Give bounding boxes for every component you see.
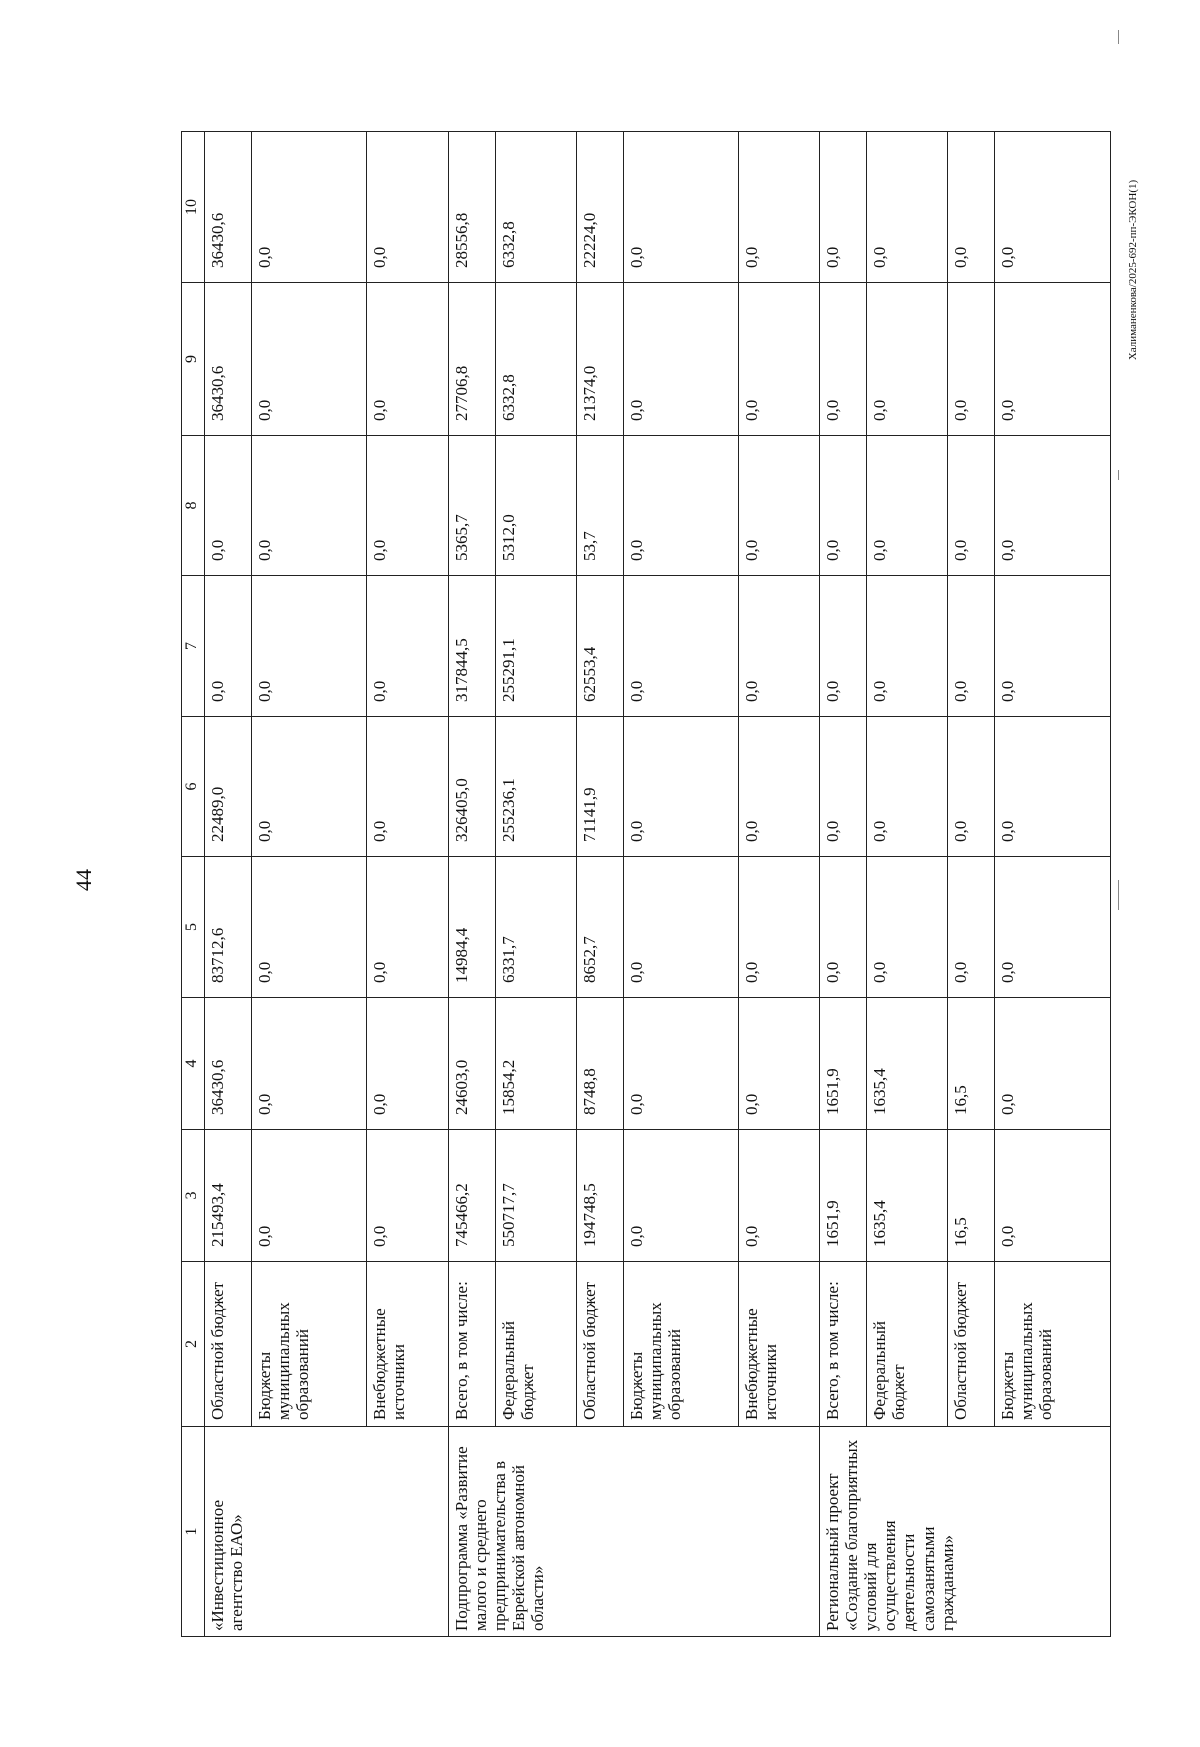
value-cell: 0,0 <box>948 717 995 857</box>
column-header: 4 <box>182 998 205 1130</box>
funding-source-cell: Областной бюджет <box>576 1262 623 1427</box>
table-row <box>867 132 948 1637</box>
funding-source-cell: Внебюджетные источники <box>739 1262 820 1427</box>
value-cell: 0,0 <box>867 436 948 576</box>
funding-source-cell: Внебюджетные источники <box>367 1262 448 1427</box>
value-cell: 255291,1 <box>495 576 576 717</box>
value-cell: 1635,4 <box>867 1130 948 1262</box>
page-number: 44 <box>71 869 96 891</box>
value-cell: 326405,0 <box>448 717 495 857</box>
table-row <box>367 132 448 1637</box>
funding-source-cell: Всего, в том числе: <box>820 1262 867 1427</box>
table-row <box>251 132 367 1637</box>
value-cell: 36430,6 <box>205 998 252 1130</box>
value-cell: 194748,5 <box>576 1130 623 1262</box>
value-cell: 21374,0 <box>576 283 623 436</box>
value-cell: 0,0 <box>367 1130 448 1262</box>
value-cell: 745466,2 <box>448 1130 495 1262</box>
value-cell: 36430,6 <box>205 132 252 283</box>
table-row <box>495 132 576 1637</box>
value-cell: 0,0 <box>739 132 820 283</box>
value-cell: 0,0 <box>948 436 995 576</box>
value-cell: 1635,4 <box>867 998 948 1130</box>
value-cell: 0,0 <box>623 576 739 717</box>
value-cell: 0,0 <box>820 857 867 998</box>
value-cell: 0,0 <box>739 576 820 717</box>
value-cell: 0,0 <box>367 436 448 576</box>
value-cell: 1651,9 <box>820 998 867 1130</box>
value-cell: 0,0 <box>623 717 739 857</box>
value-cell: 0,0 <box>623 857 739 998</box>
value-cell: 22489,0 <box>205 717 252 857</box>
funding-source-cell: Федеральный бюджет <box>867 1262 948 1427</box>
value-cell: 0,0 <box>995 132 1111 283</box>
value-cell: 317844,5 <box>448 576 495 717</box>
value-cell: 0,0 <box>251 998 367 1130</box>
column-header: 9 <box>182 283 205 436</box>
column-header: 7 <box>182 576 205 717</box>
value-cell: 15854,2 <box>495 998 576 1130</box>
program-name-cell: Региональный проект «Создание благоприятных условий для осуществления деятельности самозанятыми гражданами» <box>820 1427 1111 1637</box>
value-cell: 0,0 <box>739 1130 820 1262</box>
table-container <box>181 132 1111 1637</box>
value-cell: 0,0 <box>739 436 820 576</box>
value-cell: 0,0 <box>251 576 367 717</box>
value-cell: 0,0 <box>205 576 252 717</box>
program-name-cell: «Инвестиционное агентство ЕАО» <box>205 1427 449 1637</box>
column-header: 6 <box>182 717 205 857</box>
value-cell: 215493,4 <box>205 1130 252 1262</box>
table-row <box>623 132 739 1637</box>
document-code: Халиманенкова/2025-692-пп-ЭКОН(1) <box>1127 179 1139 361</box>
value-cell: 0,0 <box>820 436 867 576</box>
value-cell: 0,0 <box>867 132 948 283</box>
value-cell: 0,0 <box>623 132 739 283</box>
funding-source-cell: Областной бюджет <box>205 1262 252 1427</box>
value-cell: 0,0 <box>367 283 448 436</box>
funding-source-cell: Бюджеты муниципальных образований <box>995 1262 1111 1427</box>
table-row <box>948 132 995 1637</box>
column-header: 5 <box>182 857 205 998</box>
value-cell: 0,0 <box>948 283 995 436</box>
value-cell: 0,0 <box>948 576 995 717</box>
value-cell: 0,0 <box>995 1130 1111 1262</box>
value-cell: 0,0 <box>367 998 448 1130</box>
value-cell: 0,0 <box>623 1130 739 1262</box>
value-cell: 0,0 <box>251 857 367 998</box>
value-cell: 53,7 <box>576 436 623 576</box>
value-cell: 0,0 <box>367 857 448 998</box>
value-cell: 83712,6 <box>205 857 252 998</box>
value-cell: 0,0 <box>739 717 820 857</box>
table-row <box>820 132 867 1637</box>
value-cell: 14984,4 <box>448 857 495 998</box>
column-header: 3 <box>182 1130 205 1262</box>
value-cell: 0,0 <box>367 132 448 283</box>
column-header: 10 <box>182 132 205 283</box>
funding-source-cell: Федеральный бюджет <box>495 1262 576 1427</box>
scan-mark <box>1118 880 1119 910</box>
value-cell: 0,0 <box>995 717 1111 857</box>
value-cell: 0,0 <box>995 998 1111 1130</box>
value-cell: 16,5 <box>948 1130 995 1262</box>
table-row <box>995 132 1111 1637</box>
value-cell: 0,0 <box>367 576 448 717</box>
value-cell: 0,0 <box>995 436 1111 576</box>
value-cell: 0,0 <box>623 998 739 1130</box>
value-cell: 0,0 <box>867 857 948 998</box>
value-cell: 16,5 <box>948 998 995 1130</box>
value-cell: 0,0 <box>739 857 820 998</box>
value-cell: 6331,7 <box>495 857 576 998</box>
value-cell: 0,0 <box>251 717 367 857</box>
program-name-cell: Подпрограмма «Развитие малого и среднего предпринимательства в Еврейской автономной области» <box>448 1427 820 1637</box>
value-cell: 22224,0 <box>576 132 623 283</box>
value-cell: 71141,9 <box>576 717 623 857</box>
value-cell: 0,0 <box>995 283 1111 436</box>
value-cell: 0,0 <box>739 283 820 436</box>
value-cell: 0,0 <box>205 436 252 576</box>
value-cell: 0,0 <box>948 132 995 283</box>
value-cell: 0,0 <box>820 283 867 436</box>
budget-table <box>181 131 1111 1637</box>
value-cell: 0,0 <box>820 576 867 717</box>
value-cell: 0,0 <box>251 436 367 576</box>
value-cell: 6332,8 <box>495 283 576 436</box>
scan-mark <box>1118 470 1119 480</box>
value-cell: 0,0 <box>623 436 739 576</box>
value-cell: 0,0 <box>995 857 1111 998</box>
column-header: 2 <box>182 1262 205 1427</box>
table-row <box>576 132 623 1637</box>
value-cell: 0,0 <box>867 717 948 857</box>
value-cell: 0,0 <box>251 283 367 436</box>
value-cell: 8652,7 <box>576 857 623 998</box>
value-cell: 0,0 <box>995 576 1111 717</box>
value-cell: 0,0 <box>820 132 867 283</box>
value-cell: 36430,6 <box>205 283 252 436</box>
table-row <box>448 132 495 1637</box>
value-cell: 8748,8 <box>576 998 623 1130</box>
header-row <box>182 132 205 1637</box>
value-cell: 6332,8 <box>495 132 576 283</box>
funding-source-cell: Бюджеты муниципальных образований <box>251 1262 367 1427</box>
value-cell: 5312,0 <box>495 436 576 576</box>
value-cell: 0,0 <box>623 283 739 436</box>
value-cell: 0,0 <box>367 717 448 857</box>
funding-source-cell: Всего, в том числе: <box>448 1262 495 1427</box>
column-header: 8 <box>182 436 205 576</box>
value-cell: 24603,0 <box>448 998 495 1130</box>
funding-source-cell: Областной бюджет <box>948 1262 995 1427</box>
scan-mark <box>1118 30 1119 44</box>
value-cell: 28556,8 <box>448 132 495 283</box>
column-header: 1 <box>182 1427 205 1637</box>
value-cell: 0,0 <box>948 857 995 998</box>
value-cell: 0,0 <box>820 717 867 857</box>
value-cell: 62553,4 <box>576 576 623 717</box>
value-cell: 255236,1 <box>495 717 576 857</box>
table-row <box>205 132 252 1637</box>
value-cell: 0,0 <box>867 283 948 436</box>
value-cell: 27706,8 <box>448 283 495 436</box>
value-cell: 0,0 <box>251 1130 367 1262</box>
value-cell: 0,0 <box>739 998 820 1130</box>
value-cell: 1651,9 <box>820 1130 867 1262</box>
table-row <box>739 132 820 1637</box>
value-cell: 0,0 <box>867 576 948 717</box>
funding-source-cell: Бюджеты муниципальных образований <box>623 1262 739 1427</box>
value-cell: 5365,7 <box>448 436 495 576</box>
value-cell: 550717,7 <box>495 1130 576 1262</box>
value-cell: 0,0 <box>251 132 367 283</box>
